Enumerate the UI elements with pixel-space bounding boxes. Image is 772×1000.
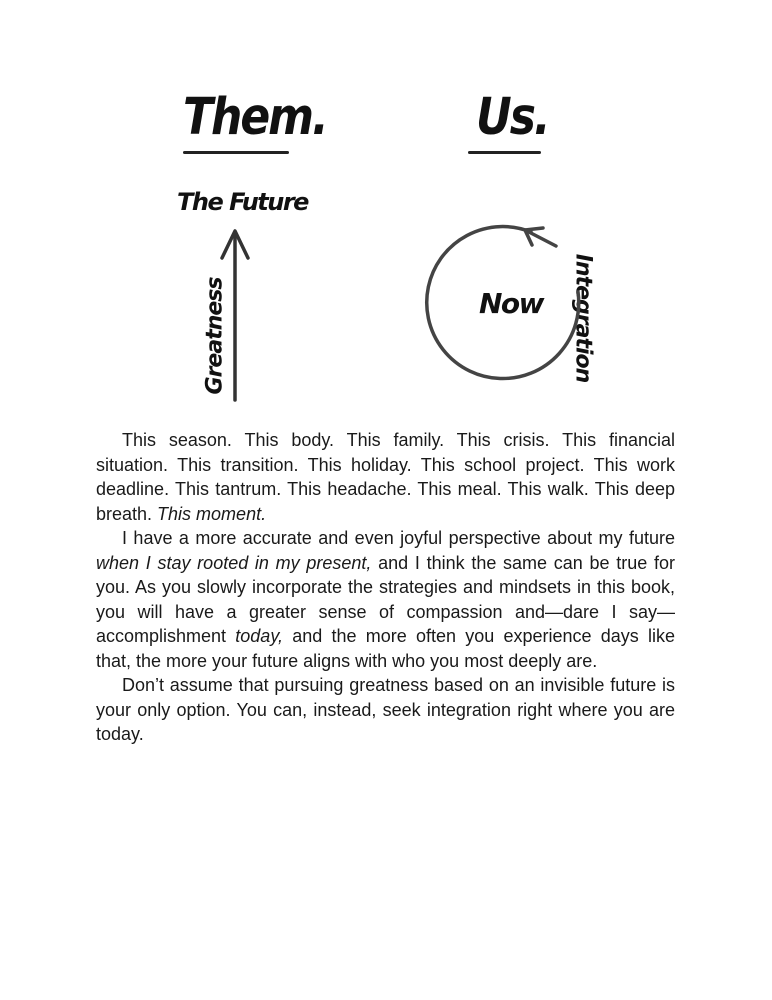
upward-arrow-icon: [222, 231, 248, 400]
paragraph-2-emphasis-b: today,: [235, 626, 283, 646]
greatness-label: Greatness: [202, 277, 228, 395]
them-us-diagram: [0, 0, 772, 420]
body-text: [96, 428, 675, 747]
paragraph-2-emphasis-a: when I stay rooted in my present,: [96, 552, 372, 573]
paragraph-1: [96, 428, 675, 526]
circular-arrow-icon: [427, 227, 579, 379]
them-heading: Them.: [183, 88, 327, 147]
paragraph-2-text-c: and the more often you experience days like that, the more your future aligns with who you most deeply are.: [96, 626, 675, 671]
now-label: Now: [479, 287, 544, 320]
paragraph-3-text: Don’t assume that pursuing greatness based on an invisible future is your only option. You can, instead, seek integration right where you are today.: [96, 675, 675, 744]
paragraph-2-text-a: I have a more accurate and even joyful perspective about my future: [122, 528, 675, 548]
us-heading: Us.: [476, 88, 549, 147]
paragraph-3: [96, 673, 675, 747]
paragraph-1-emphasis: This moment.: [157, 503, 267, 524]
paragraph-2: [96, 526, 675, 673]
integration-label: Integration: [570, 253, 596, 383]
the-future-label: The Future: [177, 188, 308, 216]
paragraph-2-text-b: and I think the same can be true for you. As you slowly incorporate the strategies and mindsets in this book, you will have a greater sense of compassion and—dare I say—accomplishment: [96, 552, 675, 646]
paragraph-1-text: This season. This body. This family. This crisis. This financial situation. This transition. This holiday. This school project. This work deadline. This tantrum. This headache. This meal. This walk. This deep breath.: [96, 430, 675, 524]
